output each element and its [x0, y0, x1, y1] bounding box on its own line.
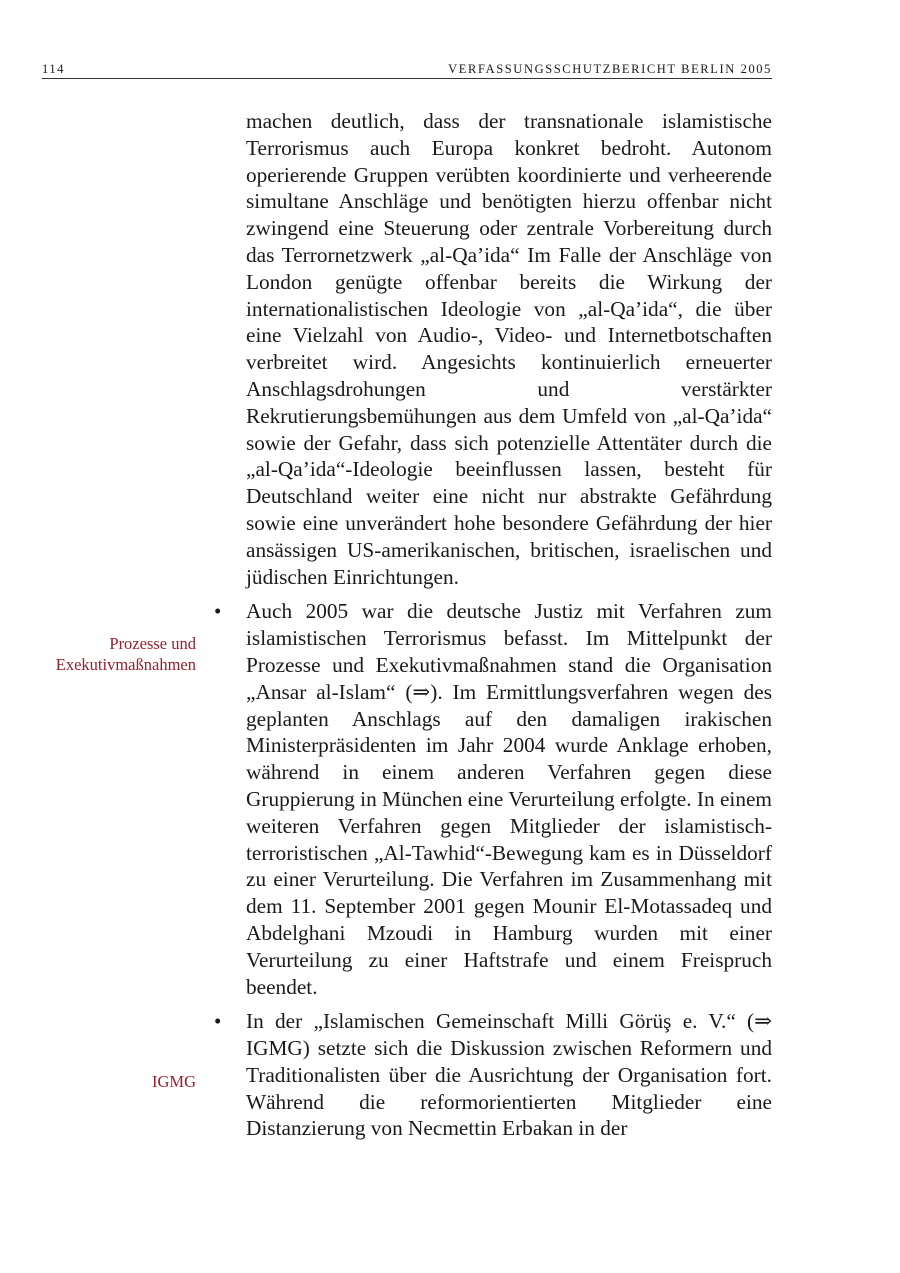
bullet-item	[214, 1008, 772, 1142]
bullet-icon: •	[214, 1009, 222, 1034]
bullet-text: In der „Islamischen Gemeinschaft Milli Görüş e. V.“ (⇒ IGMG) setzte sich die Diskussion zwischen Reformern und Traditionalisten über die Ausrichtung der Organisation fort. Während die reformorientierten Mitglieder eine Distanzierung von Necmettin Erbakan in der	[246, 1009, 772, 1141]
body-text	[214, 108, 772, 1142]
margin-note-line: Exekutivmaßnahmen	[55, 655, 196, 674]
page-number: 114	[42, 62, 66, 76]
margin-note-prozesse	[56, 633, 196, 675]
paragraph: machen deutlich, dass der transnationale islamistische Terrorismus auch Europa konkret bedroht. Autonom operierende Gruppen verübten koordinierte und verheerende simultane Anschläge und benötigten hierzu offenbar nicht zwingend eine Steuerung oder zentrale Vorbereitung durch das Terrornetzwerk „al-Qa’ida“ Im Falle der Anschläge von London genügte offenbar bereits die Wirkung der internationalistischen Ideologie von „al-Qa’ida“, die über eine Vielzahl von Audio-, Video- und Internetbotschaften verbreitet wird. Angesichts kontinuierlich erneuerter Anschlagsdrohungen und verstärkter Rekrutierungsbemühungen aus dem Umfeld von „al-Qa’ida“ sowie der Gefahr, dass sich potenzielle Attentäter durch die „al-Qa’ida“-Ideologie beeinflussen lassen, besteht für Deutschland weiter eine nicht nur abstrakte Gefährdung sowie eine unverändert hohe besondere Gefährdung der hier ansässigen US-amerikanischen, britischen, israelischen und jüdischen Einrichtungen.	[246, 109, 772, 589]
margin-note-line: Prozesse und	[109, 634, 196, 653]
margin-note-line: IGMG	[152, 1072, 196, 1091]
running-title: VERFASSUNGSSCHUTZBERICHT BERLIN 2005	[448, 62, 772, 76]
bullet-item	[214, 598, 772, 1000]
page-header	[42, 62, 772, 79]
margin-note-igmg	[152, 1071, 196, 1092]
bullet-text: Auch 2005 war die deutsche Justiz mit Verfahren zum islamistischen Terrorismus befasst. Im Mittelpunkt der Prozesse und Exekutivmaßnahmen stand die Organisation „Ansar al-Islam“ (⇒). Im Ermittlungsverfahren wegen des geplanten Anschlags auf den damaligen irakischen Ministerpräsidenten im Jahr 2004 wurde Anklage erhoben, während in einem anderen Verfahren gegen diese Gruppierung in München eine Verurteilung erfolgte. In einem weiteren Verfahren gegen Mitglieder der islamistisch-terroristischen „Al-Tawhid“-Bewegung kam es in Düsseldorf zu einer Verurteilung. Die Verfahren im Zusammenhang mit dem 11. September 2001 gegen Mounir El-Motassadeq und Abdelghani Mzoudi in Hamburg wurden mit einer Verurteilung zu einer Haftstrafe und einem Freispruch beendet.	[246, 599, 772, 999]
bullet-icon: •	[214, 599, 222, 624]
